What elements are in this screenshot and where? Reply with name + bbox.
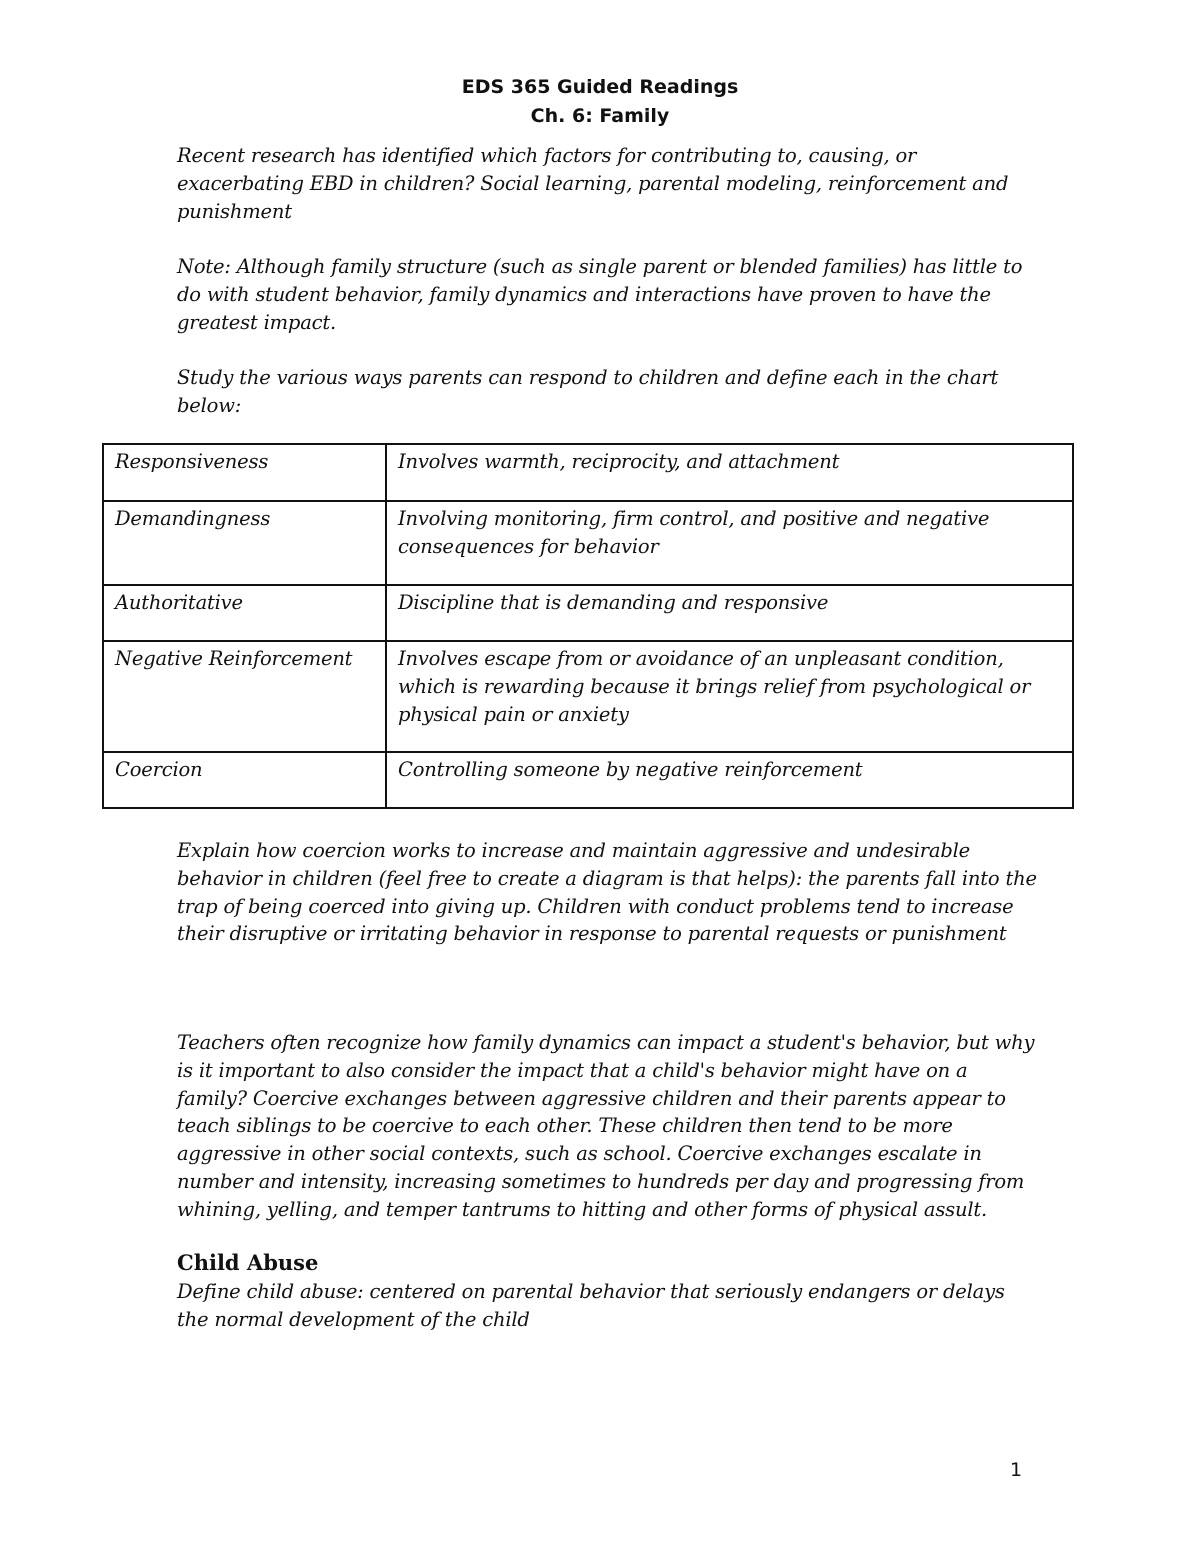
family-impact-question-paragraph: Teachers often recognize how family dynamics can impact a student's behavior, but why is it important to also consider the impact that a child's behavior might have on a family? Coercive exchanges between aggressive children and their parents appear to teach siblings to be coercive to each other. These children then tend to be more aggressive in other social contexts, such as school. Coercive exchanges escalate in number and intensity, increasing sometimes to hundreds per day and progressing from whining, yelling, and temper tantrums to hitting and other forms of physical assult.	[177, 1031, 1035, 1221]
instruction-paragraph: Study the various ways parents can respond to children and define each in the chart below:	[177, 366, 999, 417]
chapter-subtitle: Ch. 6: Family	[530, 105, 670, 127]
term-cell: Coercion	[103, 752, 386, 808]
definition-cell: Involves warmth, reciprocity, and attachment	[386, 444, 1073, 501]
document-title: EDS 365 Guided Readings	[461, 76, 739, 98]
definition-cell: Involving monitoring, firm control, and positive and negative consequences for behavior	[386, 501, 1073, 585]
term-cell: Responsiveness	[103, 444, 386, 501]
definition-cell: Discipline that is demanding and responsive	[386, 585, 1073, 641]
term-cell: Authoritative	[103, 585, 386, 641]
coercion-question-paragraph: Explain how coercion works to increase and maintain aggressive and undesirable behavior in children (feel free to create a diagram is that helps): the parents fall into the trap of being coerced into giving up. Children with conduct problems tend to increase their disruptive or irritating behavior in response to parental requests or punishment	[177, 839, 1037, 946]
research-question-paragraph: Recent research has identified which factors for contributing to, causing, or exacerbating EBD in children? Social learning, parental modeling, reinforcement and punishment	[177, 144, 1009, 223]
page-number: 1	[1010, 1459, 1023, 1481]
table-row	[103, 585, 1073, 641]
table-row	[103, 641, 1073, 752]
term-cell: Negative Reinforcement	[103, 641, 386, 752]
note-paragraph: Note: Although family structure (such as single parent or blended families) has little to do with student behavior, family dynamics and interactions have proven to have the greatest impact.	[177, 255, 1023, 334]
definition-cell: Controlling someone by negative reinforcement	[386, 752, 1073, 808]
definition-cell: Involves escape from or avoidance of an unpleasant condition, which is rewarding because it brings relief from psychological or physical pain or anxiety	[386, 641, 1073, 752]
table-row	[103, 752, 1073, 808]
parenting-definitions-table	[102, 443, 1074, 809]
child-abuse-heading: Child Abuse	[177, 1250, 319, 1275]
table-row	[103, 444, 1073, 501]
term-cell: Demandingness	[103, 501, 386, 585]
table-row	[103, 501, 1073, 585]
child-abuse-definition-paragraph: Define child abuse: centered on parental behavior that seriously endangers or delays the normal development of the child	[177, 1280, 1005, 1331]
